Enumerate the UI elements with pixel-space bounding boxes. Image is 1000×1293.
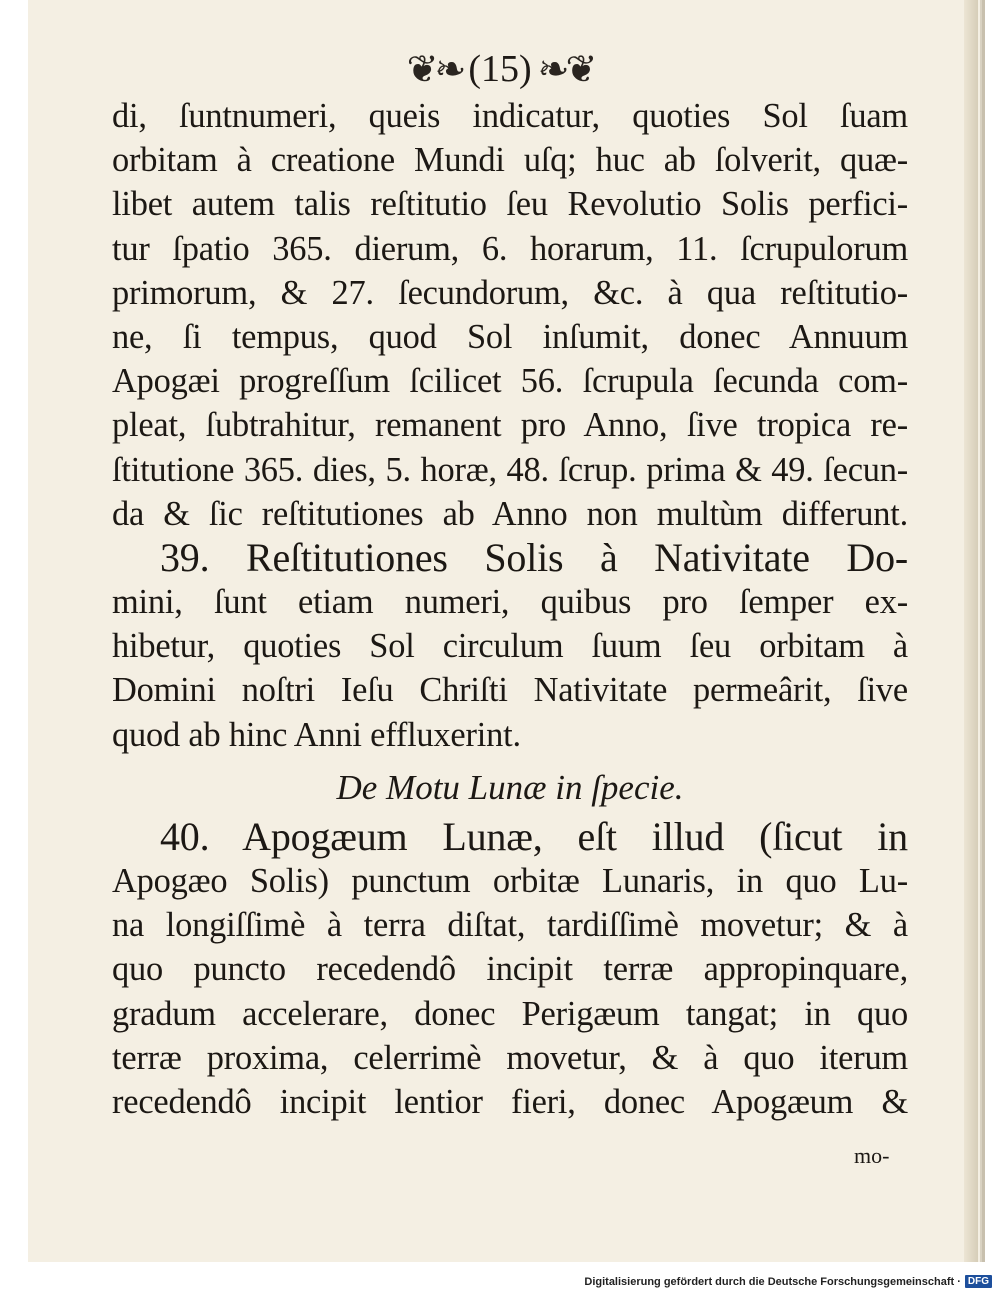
section-40-title-line: 40. Apogæum Lunæ, eſt illud (ſicut in [160, 813, 908, 859]
text-line: di, ſuntnumeri, queis indicatur, quoties Sol ſuam [112, 97, 908, 135]
text-line: na longiſſimè à terra diſtat, tardiſſimè movetur; & à [112, 906, 908, 945]
footer-credit: Digitalisierung gefördert durch die Deutsche Forschungsgemeinschaft · [584, 1275, 961, 1288]
text-line: da & ſic reſtitutiones ab Anno non multùm differunt. [112, 494, 908, 533]
text-line: quo puncto recedendô incipit terræ appropinquare, [112, 950, 908, 989]
text-line: gradum accelerare, donec Perigæum tangat; in quo [112, 994, 908, 1033]
page-header [0, 44, 1000, 94]
text-line: primorum, & 27. ſecundorum, &c. à qua reſtitutio- [112, 273, 908, 312]
text-line: libet autem talis reſtitutio ſeu Revolutio Solis perfici- [112, 185, 908, 224]
paragraph-38 [112, 94, 908, 536]
digitization-footer [0, 1270, 1000, 1293]
text-line: pleat, ſubtrahitur, remanent pro Anno, ſive tropica re- [112, 406, 908, 445]
text-line: terræ proxima, celerrimè movetur, & à quo iterum [112, 1038, 908, 1077]
page-edge [964, 0, 978, 1262]
text-line: Domini noſtri Ieſu Chriſti Nativitate permeârit, ſive [112, 671, 908, 710]
page-text [112, 94, 908, 1124]
catchword: mo- [854, 1143, 890, 1168]
paragraph-40 [112, 815, 908, 1124]
text-line: quod ab hinc Anni effluxerint. [112, 715, 521, 754]
ornament-left-icon: ❦❧ [406, 47, 463, 91]
paragraph-39 [112, 536, 908, 757]
text-line: orbitam à creatione Mundi uſq; huc ab ſolverit, quæ- [112, 141, 908, 180]
text-line: recedendô incipit lentior fieri, donec Apogæum & [112, 1082, 908, 1121]
page-number: (15) [468, 48, 532, 90]
section-39-title-line: 39. Reſtitutiones Solis à Nativitate Do- [160, 534, 908, 580]
dfg-logo-icon: DFG [965, 1275, 992, 1288]
section-heading: De Motu Lunæ in ſpecie. [336, 767, 684, 807]
text-line: hibetur, quoties Sol circulum ſuum ſeu orbitam à [112, 627, 908, 666]
text-line: ne, ſi tempus, quod Sol inſumit, donec Annuum [112, 317, 908, 356]
ornament-right-icon: ❧❦ [537, 47, 594, 91]
text-line: Apogæo Solis) punctum orbitæ Lunaris, in quo Lu- [112, 862, 908, 900]
text-line: ſtitutione 365. dies, 5. horæ, 48. ſcrup. prima & 49. ſecun- [112, 450, 908, 489]
text-line: tur ſpatio 365. dierum, 6. horarum, 11. ſcrupulorum [112, 229, 908, 268]
text-line: mini, ſunt etiam numeri, quibus pro ſemper ex- [112, 583, 908, 622]
text-line: Apogæi progreſſum ſcilicet 56. ſcrupula ſecunda com- [112, 362, 908, 401]
